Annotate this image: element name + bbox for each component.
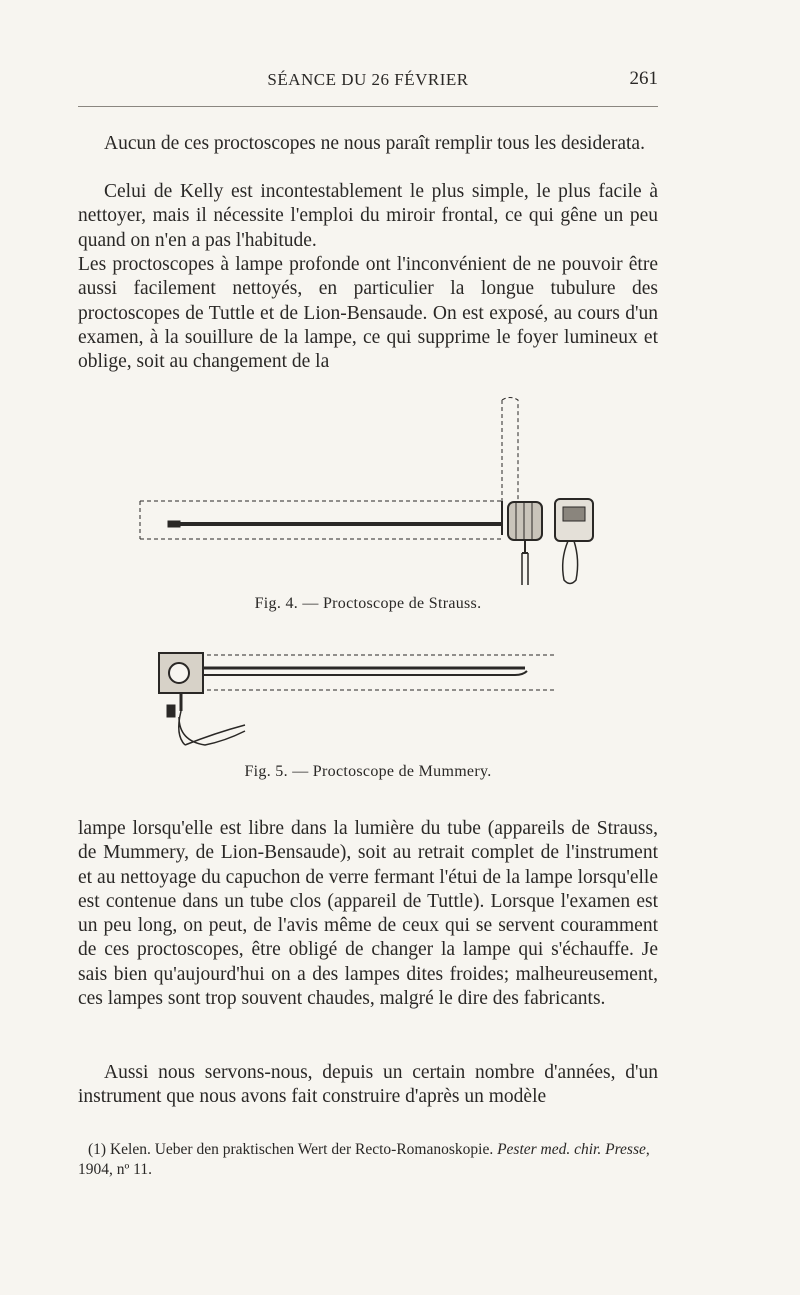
paragraph-1: Aucun de ces proctoscopes ne nous paraît remplir tous les desiderata. xyxy=(104,133,645,154)
page-header xyxy=(78,70,658,96)
paragraph-5: Aussi nous servons-nous, depuis un certain nombre d'années, d'un instrument que nous avons fait construire d'après un modèle xyxy=(78,1062,658,1108)
paragraph-4: lampe lorsqu'elle est libre dans la lumière du tube (appareils de Strauss, de Mummery, de Lion-Bensaude), soit au retrait complet de l'instrument et au nettoyage du capuchon de verre fermant l'étui de la lampe lorsqu'elle est contenue dans un tube clos (appareil de Tuttle). Lorsque l'examen est un peu long, on peut, de l'avis même de ceux qui se servent couramment de ces proctoscopes, être obligé de changer la lampe qui s'échauffe. Je sais bien qu'aujourd'hui on a des lampes dites froides; malheureusement, ces lampes sont trop souvent chaudes, malgré le dire des fabricants. xyxy=(78,818,658,1010)
footnote-citation: , 1904, nº 11. xyxy=(78,1141,650,1178)
page-number: 261 xyxy=(629,68,658,89)
figure-5-caption: Fig. 5. — Proctoscope de Mummery. xyxy=(244,763,492,780)
running-title: SÉANCE DU 26 FÉVRIER xyxy=(267,70,469,89)
paragraph-3: Les proctoscopes à lampe profonde ont l'inconvénient de ne pouvoir être aussi facilement nettoyés, en particulier la longue tubulure des proctoscopes de Tuttle et de Lion-Bensaude. On est exposé, au cours d'un examen, à la souillure de la lampe, ce qui supprime le foyer lumineux et oblige, soit au changement de la xyxy=(78,254,658,373)
figure-4-caption: Fig. 4. — Proctoscope de Strauss. xyxy=(254,595,482,612)
paragraph-2: Celui de Kelly est incontestablement le plus simple, le plus facile à nettoyer, mais il nécessite l'emploi du miroir frontal, ce qui gêne un peu quand on n'en a pas l'habitude. xyxy=(78,181,658,251)
strauss-proctoscope-illustration xyxy=(130,395,610,590)
mummery-proctoscope-illustration xyxy=(145,645,575,755)
footnote-text: (1) Kelen. Ueber den praktischen Wert der Recto-Romanoskopie. xyxy=(88,1141,494,1158)
footnote-journal: Pester med. chir. Presse xyxy=(497,1141,646,1158)
footnote xyxy=(78,1140,658,1180)
header-rule xyxy=(78,106,658,107)
